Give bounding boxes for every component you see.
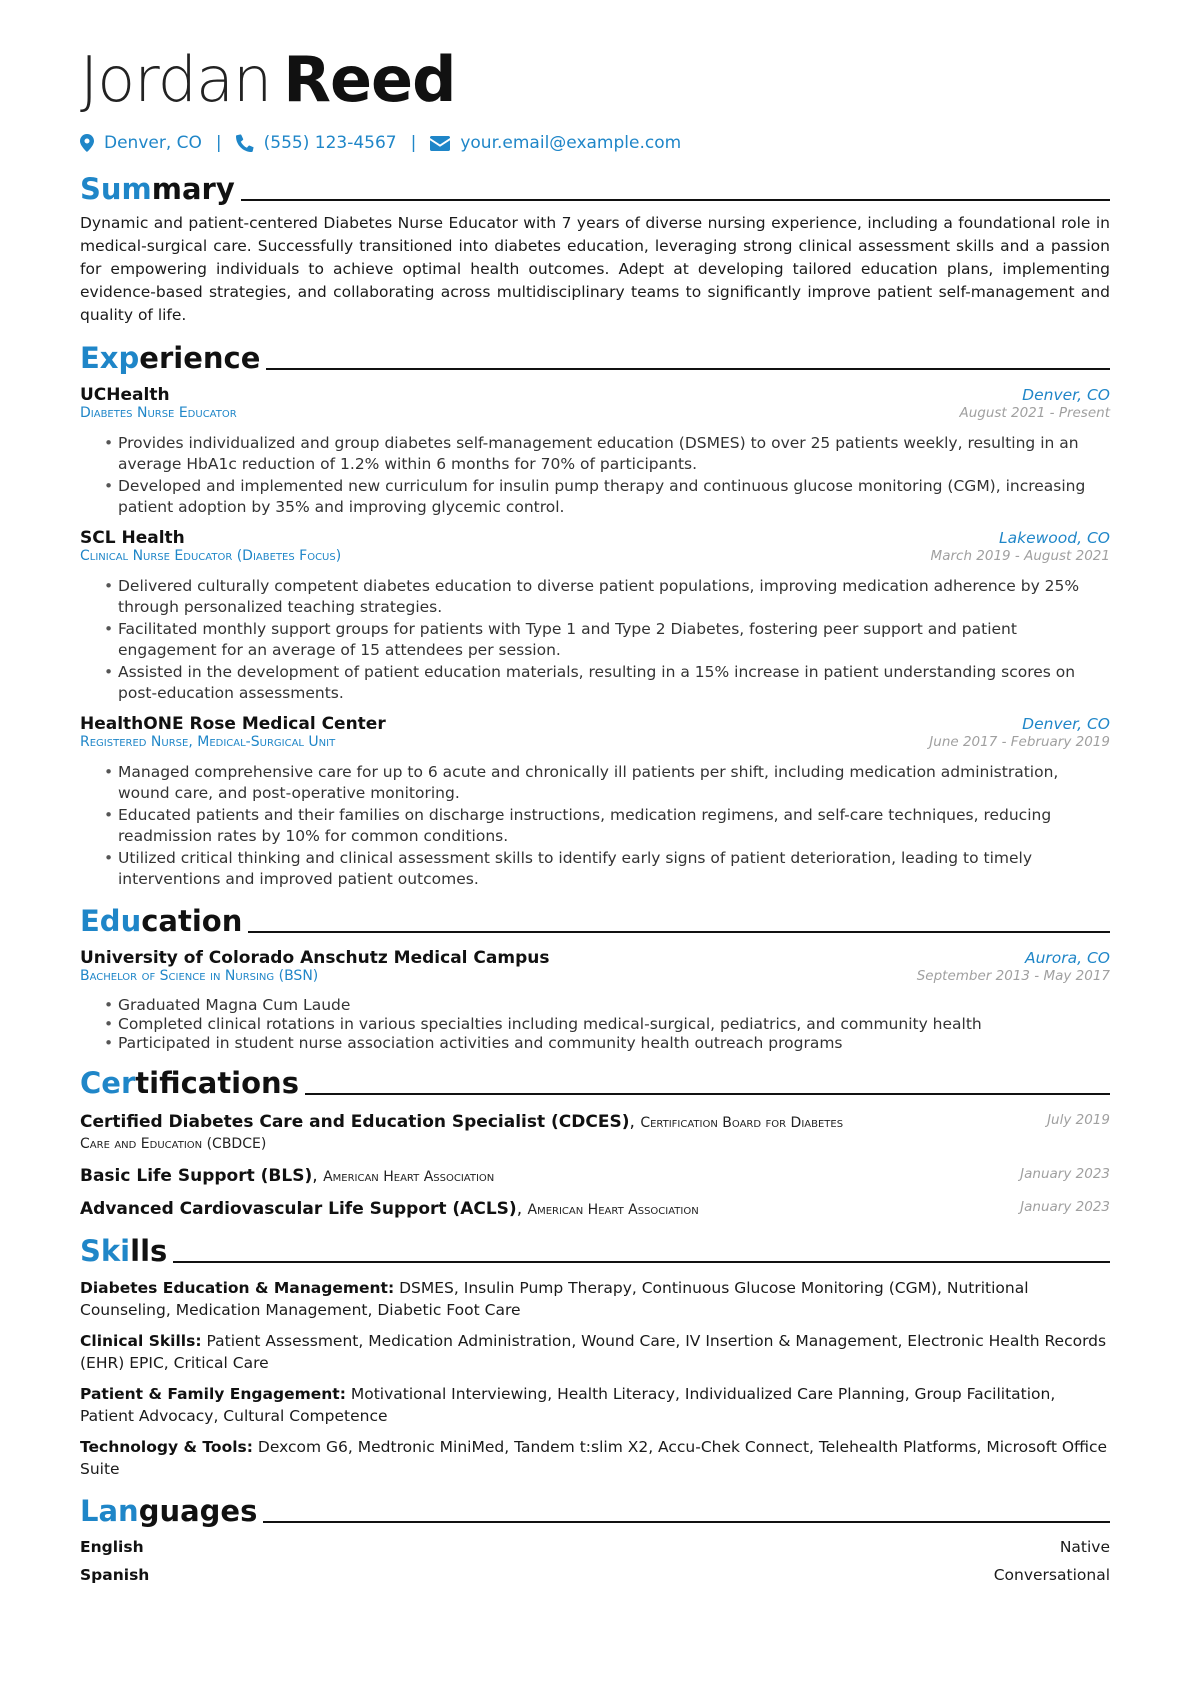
- section-header-education: [80, 900, 1110, 938]
- employer-name: HealthONE Rose Medical Center: [80, 714, 386, 734]
- section-title: Certifications: [80, 1066, 299, 1100]
- job-dates: March 2019 - August 2021: [930, 548, 1110, 564]
- cert-issuer: American Heart Association: [323, 1169, 495, 1185]
- job-title: Clinical Nurse Educator (Diabetes Focus): [80, 548, 342, 564]
- envelope-icon: [430, 136, 450, 151]
- cert-date: July 2019: [1047, 1112, 1110, 1128]
- section-rule: [173, 1261, 1110, 1263]
- certification-item: Advanced Cardiovascular Life Support (ACLS), American Heart Association January 2023: [80, 1199, 1110, 1219]
- skill-values: Dexcom G6, Medtronic MiniMed, Tandem t:slim X2, Accu-Chek Connect, Telehealth Platforms, Microsoft Office Suite: [80, 1438, 1108, 1478]
- phone-text: (555) 123-4567: [263, 133, 397, 153]
- school-name: University of Colorado Anschutz Medical Campus: [80, 948, 550, 968]
- phone-icon: [236, 134, 254, 152]
- education-dates: September 2013 - May 2017: [916, 968, 1110, 984]
- skill-values: DSMES, Insulin Pump Therapy, Continuous Glucose Monitoring (CGM), Nutritional Counseling, Medication Management, Diabetic Foot Care: [80, 1279, 1029, 1319]
- section-rule: [241, 199, 1110, 201]
- candidate-name: [80, 40, 1110, 120]
- skill-group: [80, 1436, 1110, 1480]
- map-pin-icon: [80, 134, 94, 152]
- cert-name: Certified Diabetes Care and Education Specialist (CDCES): [80, 1112, 630, 1132]
- section-title: Summary: [80, 172, 235, 206]
- skill-label: Patient & Family Engagement:: [80, 1385, 346, 1403]
- job-location: Denver, CO: [1022, 715, 1110, 733]
- contact-separator: |: [410, 133, 417, 153]
- job-title: Registered Nurse, Medical-Surgical Unit: [80, 734, 336, 750]
- school-location: Aurora, CO: [1024, 949, 1110, 967]
- job-location: Lakewood, CO: [998, 529, 1110, 547]
- section-header-experience: [80, 337, 1110, 375]
- section-rule: [263, 1521, 1110, 1523]
- section-header-skills: [80, 1230, 1110, 1268]
- job-title: Diabetes Nurse Educator: [80, 405, 237, 421]
- language-level: Native: [1059, 1538, 1110, 1556]
- cert-date: January 2023: [1020, 1199, 1110, 1215]
- cert-name: Basic Life Support (BLS): [80, 1166, 313, 1186]
- email-text: your.email@example.com: [460, 133, 682, 153]
- contact-email[interactable]: [430, 133, 681, 153]
- cert-date: January 2023: [1020, 1166, 1110, 1182]
- experience-entry: [80, 385, 1110, 518]
- skill-values: Motivational Interviewing, Health Literacy, Individualized Care Planning, Group Facilitation, Patient Advocacy, Cultural Competence: [80, 1385, 1056, 1425]
- section-title: Skills: [80, 1234, 168, 1268]
- language-item: [80, 1538, 1110, 1556]
- cert-name: Advanced Cardiovascular Life Support (ACLS): [80, 1199, 517, 1219]
- section-header-languages: [80, 1490, 1110, 1528]
- employer-name: UCHealth: [80, 385, 170, 405]
- language-name: English: [80, 1538, 144, 1556]
- first-name: Jordan: [80, 43, 272, 116]
- bullet-item: • Developed and implemented new curriculum for insulin pump therapy and continuous glucose monitoring (CGM), increasing patient adoption by 35% and improving glycemic control.: [104, 476, 1110, 518]
- section-rule: [305, 1093, 1110, 1095]
- experience-entry: [80, 714, 1110, 890]
- job-bullets: [80, 576, 1110, 704]
- bullet-item: • Managed comprehensive care for up to 6 acute and chronically ill patients per shift, including medication administration, wound care, and post-operative monitoring.: [104, 762, 1110, 804]
- bullet-item: • Educated patients and their families on discharge instructions, medication regimens, and self-care techniques, reducing readmission rates by 10% for common conditions.: [104, 805, 1110, 847]
- contact-location: [80, 133, 202, 153]
- bullet-item: • Provides individualized and group diabetes self-management education (DSMES) to over 25 patients weekly, resulting in an average HbA1c reduction of 1.2% within 6 months for 70% of participants.: [104, 433, 1110, 475]
- section-title: Education: [80, 904, 243, 938]
- section-title: Experience: [80, 341, 261, 375]
- job-dates: August 2021 - Present: [959, 405, 1110, 421]
- skill-values: Patient Assessment, Medication Administration, Wound Care, IV Insertion & Management, Electronic Health Records (EHR) EPIC, Critical Care: [80, 1332, 1107, 1372]
- bullet-item: • Delivered culturally competent diabetes education to diverse patient populations, improving medication adherence by 25% through personalized teaching strategies.: [104, 576, 1110, 618]
- bullet-item: • Completed clinical rotations in various specialties including medical-surgical, pediatrics, and community health: [104, 1015, 1110, 1033]
- job-bullets: [80, 433, 1110, 518]
- language-level: Conversational: [993, 1566, 1110, 1584]
- experience-entry: [80, 528, 1110, 704]
- bullet-item: • Graduated Magna Cum Laude: [104, 996, 1110, 1014]
- skill-label: Clinical Skills:: [80, 1332, 202, 1350]
- section-header-certifications: [80, 1062, 1110, 1100]
- certification-item: Certified Diabetes Care and Education Specialist (CDCES), Certification Board for Diabetes Care and Education (CBDCE) July 2019: [80, 1112, 1110, 1152]
- degree: Bachelor of Science in Nursing (BSN): [80, 968, 319, 984]
- job-location: Denver, CO: [1022, 386, 1110, 404]
- contact-bar: [80, 128, 1110, 158]
- cert-issuer: Certification Board for Diabetes Care and Education (CBDCE): [80, 1115, 844, 1152]
- language-name: Spanish: [80, 1566, 150, 1584]
- bullet-item: • Facilitated monthly support groups for patients with Type 1 and Type 2 Diabetes, fostering peer support and patient engagement for an average of 15 attendees per session.: [104, 619, 1110, 661]
- summary-text: Dynamic and patient-centered Diabetes Nurse Educator with 7 years of diverse nursing experience, including a foundational role in medical-surgical care. Successfully transitioned into diabetes education, leveraging strong clinical assessment skills and a passion for empowering individuals to achieve optimal health outcomes. Adept at developing tailored education plans, implementing evidence-based strategies, and collaborating across multidisciplinary teams to significantly improve patient self-management and quality of life.: [80, 214, 1110, 324]
- skill-label: Technology & Tools:: [80, 1438, 253, 1456]
- bullet-item: • Assisted in the development of patient education materials, resulting in a 15% increase in patient understanding scores on post-education assessments.: [104, 662, 1110, 704]
- certification-item: Basic Life Support (BLS), American Heart Association January 2023: [80, 1166, 1110, 1186]
- employer-name: SCL Health: [80, 528, 185, 548]
- bullet-item: • Participated in student nurse association activities and community health outreach programs: [104, 1034, 1110, 1052]
- skill-group: [80, 1383, 1110, 1427]
- job-dates: June 2017 - February 2019: [929, 734, 1110, 750]
- skill-label: Diabetes Education & Management:: [80, 1279, 395, 1297]
- language-item: [80, 1566, 1110, 1584]
- contact-separator: |: [215, 133, 222, 153]
- section-rule: [266, 368, 1110, 370]
- education-entry: [80, 948, 1110, 1052]
- section-header-summary: [80, 168, 1110, 206]
- section-rule: [248, 931, 1110, 933]
- bullet-item: • Utilized critical thinking and clinical assessment skills to identify early signs of patient deterioration, leading to timely interventions and improved patient outcomes.: [104, 848, 1110, 890]
- job-bullets: [80, 762, 1110, 890]
- section-title: Languages: [80, 1494, 258, 1528]
- skill-group: [80, 1330, 1110, 1374]
- cert-issuer: American Heart Association: [527, 1202, 699, 1218]
- education-bullets: [80, 996, 1110, 1052]
- skill-group: [80, 1277, 1110, 1321]
- contact-phone[interactable]: [236, 133, 397, 153]
- location-text: Denver, CO: [104, 133, 202, 153]
- last-name: Reed: [283, 43, 456, 116]
